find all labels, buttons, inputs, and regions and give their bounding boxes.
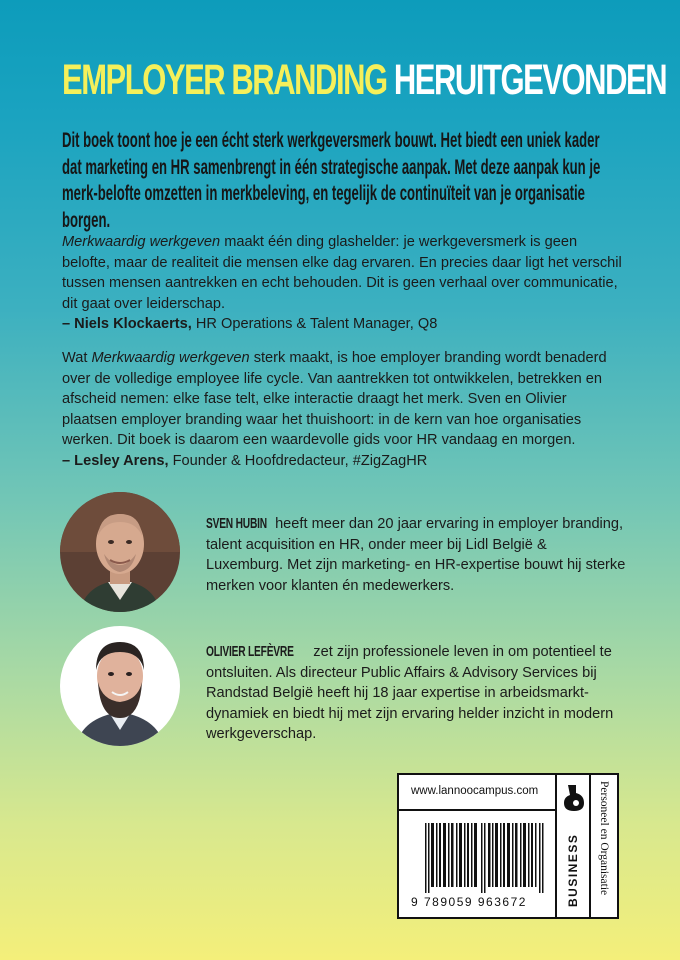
divider xyxy=(399,809,555,811)
quote-author: – Niels Klockaerts, xyxy=(62,316,192,332)
subject-label: Personeel en Organisatie xyxy=(598,781,610,896)
isbn-barcode xyxy=(425,823,545,893)
author-name: SVEN HUBIN xyxy=(206,516,267,532)
author-photo-sven xyxy=(60,492,180,612)
quote-prefix: Wat xyxy=(62,350,92,366)
quote-attribution xyxy=(62,453,427,469)
lannoo-logo-icon xyxy=(562,783,586,813)
author-name: OLIVIER LEFÈVRE xyxy=(206,644,294,660)
quote-author-role: Founder & Hoofdredacteur, #ZigZagHR xyxy=(168,452,428,469)
quote-text: maakt één ding glashelder: je werkgeversmerk is geen belofte, maar de realiteit die mensen elke dag ervaren. En precies daar ligt het verschil tussen mensen aantrekken en echt behouden. Dit is geen verhaal over communicatie, dit gaat over leiderschap. xyxy=(62,234,622,312)
author-bio-olivier xyxy=(206,642,626,745)
isbn-number: 9 789059 963672 xyxy=(411,895,527,909)
publisher-url[interactable]: www.lannoocampus.com xyxy=(411,785,539,797)
title-part-employer-branding: EMPLOYER BRANDING xyxy=(62,56,387,104)
book-title-italic: Merkwaardig werkgeven xyxy=(62,234,221,250)
divider xyxy=(589,775,591,917)
divider xyxy=(555,775,557,917)
author-bio-sven xyxy=(206,514,626,596)
author-bio-text: zet zijn professionele leven in om potentieel te ontsluiten. Als directeur Public Affairs & Advisory Services bij Randstad België heeft hij 18 jaar expertise in arbeidsmarkt-dynamiek en biedt hij met zijn ervaring helder inzicht in modern werkgeverschap. xyxy=(206,644,614,742)
quote-arens xyxy=(62,348,622,471)
quote-author: – Lesley Arens, xyxy=(62,452,169,469)
quote-attribution xyxy=(62,316,437,332)
author-photo-olivier xyxy=(60,626,180,746)
author-bio-text: heeft meer dan 20 jaar ervaring in employer branding, talent acquisition en HR, onder meer bij Lidl België & Luxemburg. Met zijn marketing- en HR-expertise bouwt hij sterke merken voor klanten én medewerkers. xyxy=(206,516,626,594)
book-title-italic: Merkwaardig werkgeven xyxy=(91,350,250,366)
back-cover-title xyxy=(62,56,666,104)
intro-paragraph: Dit boek toont hoe je een écht sterk werkgeversmerk bouwt. Het biedt een uniek kader dat marketing en HR samenbrengt in één strategische aanpak. Met deze aanpak kun je merk-belofte omzetten in merkbeleving, en tegelijk de continuïteit van je organisatie borgen. xyxy=(62,129,601,232)
quote-text: sterk maakt, is hoe employer branding wordt benaderd over de volledige employee life cycle. Van aantrekken tot ontwikkelen, betrekken en afscheid nemen: elke fase telt, elke interactie draagt het merk. Sven en Olivier plaatsen employer branding waar het thuishoort: in de kern van hoe organisaties werken. Dit boek is daarom een waardevolle gids voor HR vandaag en morgen. xyxy=(62,350,607,448)
title-part-heruitgevonden: HERUITGEVONDEN xyxy=(393,56,667,104)
quote-author-role: HR Operations & Talent Manager, Q8 xyxy=(191,316,438,332)
colophon-box: www.lannoocampus.com 9 789059 963672 BUSINESS Personeel en Organisatie xyxy=(397,773,619,919)
quote-klockaerts xyxy=(62,232,622,335)
